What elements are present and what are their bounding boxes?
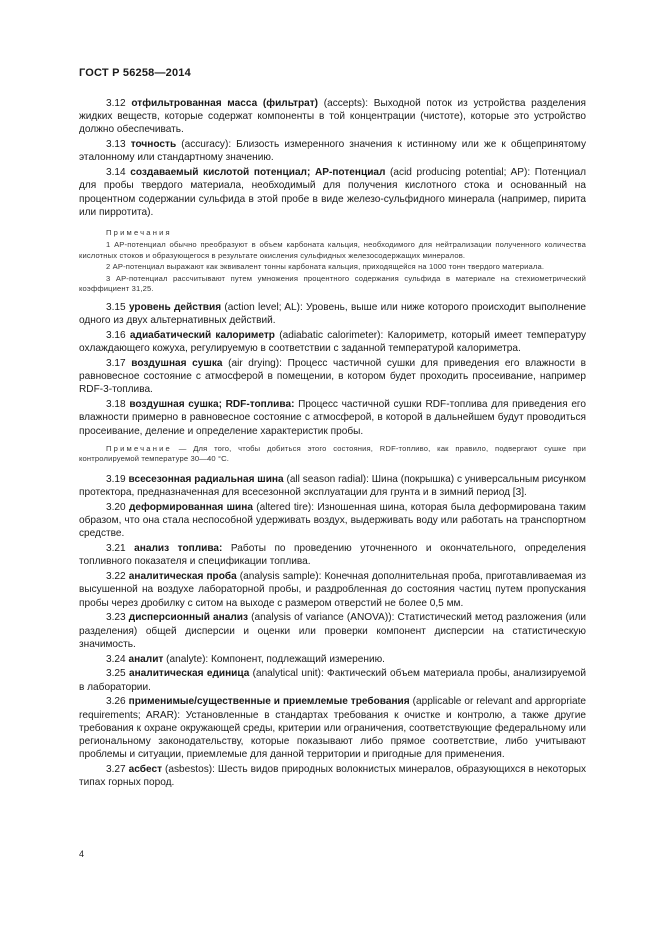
notes-heading: Примечания (106, 228, 172, 238)
term-name: аналит (128, 653, 164, 665)
term-number: 3.26 (106, 696, 126, 708)
term-name: асбест (128, 764, 163, 775)
term-3-22 (79, 570, 586, 610)
term-number: 3.25 (106, 668, 126, 680)
note-label: Примечание (106, 443, 172, 453)
term-definition: (all season radial): Шина (покрышка) с универсальным рисунком протектора, предназначенная для всесезонной эксплуатации для грунта и в зимний период [3]. (79, 473, 586, 499)
term-number: 3.13 (106, 139, 126, 151)
term-3-13 (79, 138, 586, 164)
term-3-15 (79, 301, 586, 327)
term-3-14 (79, 166, 586, 219)
term-name: точность (130, 139, 177, 151)
term-number: 3.27 (106, 764, 126, 775)
term-definition: (asbestos): Шесть видов природных волокнистых минералов, образующихся в некоторых типах горных пород. (79, 764, 586, 789)
note-2: 2 АР-потенциал выражают как эквивалент тонны карбоната кальция, приходящейся на 1000 тонн твердого материала. (106, 262, 545, 272)
note-3-18 (79, 444, 586, 465)
page-number: 4 (79, 849, 85, 859)
term-3-18 (79, 398, 586, 438)
note-1: 1 АР-потенциал обычно преобразуют в объем карбоната кальция, необходимого для нейтрализации полученного количества кислотных стоков и образующегося в результате окисления сульфидных железосодержащих минералов. (79, 240, 586, 260)
term-definition: (air drying): Процесс частичной сушки для приведения его влажности в равновесное состояние с атмосферой в помещении, в котором будет проходить просеивание, например RDF-3-топлива. (79, 357, 586, 396)
term-name: применимые/существенные и приемлемые требования (128, 696, 410, 708)
term-name: деформированная шина (128, 501, 253, 513)
term-3-23 (79, 611, 586, 651)
term-name: уровень действия (128, 301, 222, 313)
term-name: воздушная сушка (131, 357, 223, 369)
term-definition: (accuracy): Близость измеренного значения к истинному или же к общепринятому эталонному или стандартному значению. (79, 139, 586, 164)
term-number: 3.14 (106, 167, 126, 179)
term-definition: (acid producing potential; AP): Потенциал для пробы твердого материала, необходимый для получения кислотного стока и основанный на процентном содержании сульфида в этой пробе в виде железо-сульфидного минерала (например, пирита или пирротита). (79, 167, 586, 218)
note-3: 3 АР-потенциал рассчитывают путем умножения процентного содержания сульфида в материале на стехиометрический коэффициент 31,25. (79, 273, 586, 294)
term-number: 3.12 (106, 98, 126, 109)
term-name: аналитическая проба (128, 571, 237, 583)
term-name: анализ топлива: (134, 543, 223, 555)
term-definition: (accepts): Выходной поток из устройства разделения жидких веществ, которые содержат компоненты в той концентрации (чистоте), которые это устройство должно обеспечивать. (79, 98, 587, 136)
term-3-26 (79, 695, 586, 761)
term-3-25 (79, 667, 586, 693)
term-definition: (applicable or relevant and appropriate requirements; ARAR): Установленные в стандартах требования к очистке и контролю, а также другие требования к охране окружающей среды, критерии или ограничения, соответствующие федеральному или региональному законодательству, которые показывают либо прямое соответствие, либо учитывают проблемы и ситуации, приемлемые для данной территории и пригодные для применения. (79, 696, 586, 761)
term-definition: Работы по проведению уточненного и окончательного, определения топливного показателя и спецификации топлива. (79, 543, 587, 568)
term-name: адиабатический калориметр (129, 329, 275, 341)
term-number: 3.19 (106, 473, 126, 485)
term-number: 3.18 (106, 399, 126, 411)
term-name: создаваемый кислотой потенциал; АР-потенциал (130, 167, 386, 179)
term-3-21 (79, 542, 586, 568)
term-definition: (action level; AL): Уровень, выше или ниже которого происходит выполнение одного из двух альтернативных действий. (79, 301, 587, 327)
term-name: аналитическая единица (128, 668, 250, 680)
term-number: 3.17 (106, 357, 126, 369)
term-name: воздушная сушка; RDF-топлива: (129, 399, 295, 411)
term-number: 3.22 (106, 571, 126, 583)
term-definition: (analyte): Компонент, подлежащий измерению. (163, 653, 385, 665)
term-3-20 (79, 501, 586, 541)
document-header: ГОСТ Р 56258—2014 (79, 67, 191, 79)
note-text: — Для того, чтобы добиться этого состояния, RDF-топливо, как правило, подвергают сушке при контролируемой температуре 30—40 °С. (79, 443, 586, 464)
term-3-19 (79, 473, 586, 499)
term-definition: (analysis of variance (ANOVA)): Статистический метод разложения (или разделения) общей дисперсии и оценки или проверки компонент дисперсии на статистическую значимость. (79, 612, 586, 650)
term-number: 3.21 (106, 543, 126, 555)
term-number: 3.15 (106, 301, 126, 313)
term-definition: (altered tire): Изношенная шина, которая была деформирована таким образом, что она стала неспособной удерживать воздух, выдерживать воду или работать на транспортном средстве. (79, 501, 586, 540)
term-3-12 (79, 97, 586, 137)
term-number: 3.24 (106, 653, 126, 665)
term-name: всесезонная радиальная шина (128, 473, 284, 485)
term-3-16 (79, 329, 586, 355)
term-definition: (adiabatic calorimeter): Калориметр, который имеет температуру охлаждающего кожуха, регулируемую в соответствии с заданной температурой калориметра. (79, 329, 586, 355)
term-3-17 (79, 357, 586, 397)
term-3-24 (79, 653, 586, 666)
term-name: дисперсионный анализ (128, 612, 248, 624)
term-definition: (analysis sample): Конечная дополнительная проба, приготавливаемая из высушенной на воздухе лабораторной пробы, и раздробленная до состояния частиц путем пропускания пробы через дробилку с ситом на выходе с размером отверстий не более 0,5 мм. (79, 571, 586, 609)
term-number: 3.16 (106, 329, 126, 341)
document-body (79, 97, 586, 791)
term-number: 3.23 (106, 612, 126, 624)
term-definition: (analytical unit): Фактический объем материала пробы, анализируемой в лаборатории. (79, 668, 586, 693)
term-number: 3.20 (106, 501, 126, 513)
term-definition: Процесс частичной сушки RDF-топлива для приведения его влажности примерно в равновесное состояние с атмосферой, в которой в дальнейшем будут проводиться просеивание, деление и определение характеристик пробы. (79, 399, 587, 437)
term-3-27 (79, 763, 586, 789)
term-name: отфильтрованная масса (фильтрат) (131, 98, 319, 109)
